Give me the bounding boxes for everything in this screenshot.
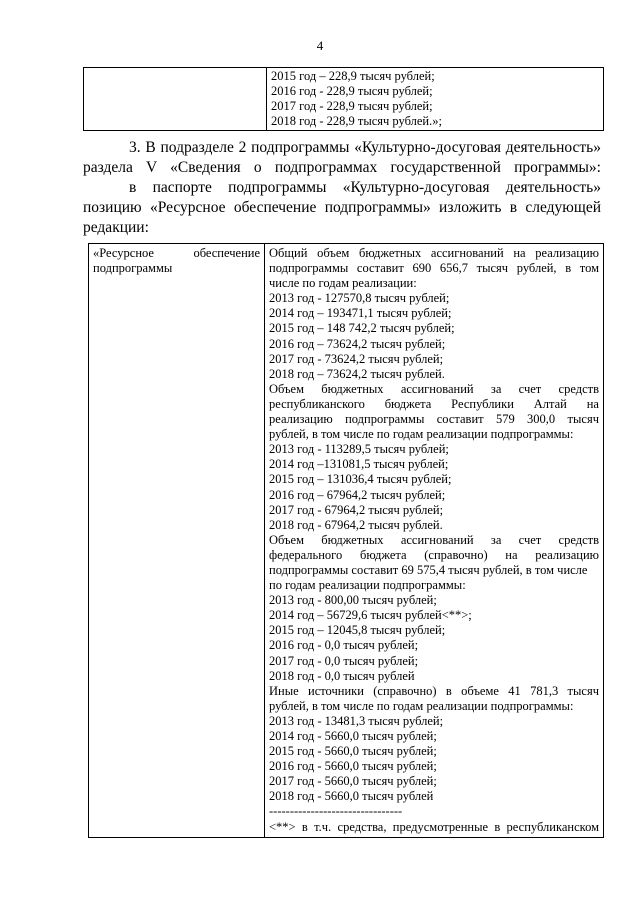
content-line: 2015 год – 131036,4 тысяч рублей; xyxy=(269,472,452,487)
content-line: Объем бюджетных ассигнований за счет средств xyxy=(269,532,599,547)
content-line: 2013 год - 13481,3 тысяч рублей; xyxy=(269,713,444,728)
content-line: 2014 год - 5660,0 тысяч рублей; xyxy=(269,729,437,743)
content-line: 2014 год – 193471,1 тысяч рублей; xyxy=(269,306,452,321)
funding-years-cell xyxy=(267,68,604,131)
content-line: 2016 год – 67964,2 тысяч рублей; xyxy=(269,487,446,502)
content-line: 2018 год - 67964,2 тысяч рублей. xyxy=(269,517,443,532)
footnote-line: <**> в т.ч. средства, предусмотренные в республиканском xyxy=(269,819,599,834)
content-line: 2015 год – 148 742,2 тысяч рублей; xyxy=(269,321,455,336)
paragraph-line: в паспорте подпрограммы «Культурно-досуговая деятельность» xyxy=(129,179,601,196)
content-line: 2017 год - 0,0 тысяч рублей; xyxy=(269,653,419,668)
funding-line: 2017 год - 228,9 тысяч рублей; xyxy=(271,99,433,114)
resource-provision-table xyxy=(88,243,604,838)
content-line: числе по годам реализации: xyxy=(269,276,417,291)
content-line: реализацию подпрограммы составит 579 300,0 тысяч xyxy=(269,412,599,427)
content-line: 2013 год - 800,00 тысяч рублей; xyxy=(269,593,437,608)
paragraph-line: позицию «Ресурсное обеспечение подпрограммы» изложить в следующей xyxy=(83,199,601,216)
page-number: 4 xyxy=(316,38,324,53)
content-line: 2017 год - 73624,2 тысяч рублей; xyxy=(269,351,444,366)
paragraph-line: редакции: xyxy=(83,219,149,236)
funding-line: 2016 год - 228,9 тысяч рублей; xyxy=(271,84,433,99)
content-line: рублей, в том числе по годам реализации подпрограммы: xyxy=(269,427,574,442)
content-line: Иные источники (справочно) в объеме 41 781,3 тысяч xyxy=(269,683,599,698)
content-line: 2018 год - 5660,0 тысяч рублей xyxy=(269,789,434,804)
content-line: 2013 год - 113289,5 тысяч рублей; xyxy=(269,442,449,457)
content-line: республиканского бюджета Республики Алтай на xyxy=(269,396,599,411)
position-label: «Ресурсное обеспечение xyxy=(93,246,260,260)
content-line: 2016 год – 73624,2 тысяч рублей; xyxy=(269,336,446,351)
content-line: 2017 год - 67964,2 тысяч рублей; xyxy=(269,502,444,517)
content-line: 2014 год –131081,5 тысяч рублей; xyxy=(269,457,449,472)
content-line: подпрограммы составит 690 656,7 тысяч рублей, в том xyxy=(269,261,599,276)
footnote-separator: -------------------------------- xyxy=(269,804,403,819)
content-line: 2018 год - 0,0 тысяч рублей xyxy=(269,668,415,683)
content-line: 2014 год – 56729,6 тысяч рублей<**>; xyxy=(269,608,472,623)
previous-table-continuation xyxy=(83,67,604,131)
content-line: по годам реализации подпрограммы: xyxy=(269,578,466,593)
content-line: рублей, в том числе по годам реализации подпрограммы: xyxy=(269,698,574,713)
position-content-cell xyxy=(265,244,604,838)
content-line: 2016 год - 5660,0 тысяч рублей; xyxy=(269,759,437,774)
position-label-cell xyxy=(89,244,265,838)
position-label: подпрограммы xyxy=(93,261,173,276)
amendment-paragraph xyxy=(83,138,601,238)
content-line: подпрограммы составит 69 575,4 тысяч рублей, в том числе xyxy=(269,562,588,577)
paragraph-line: 3. В подразделе 2 подпрограммы «Культурно-досуговая деятельность» xyxy=(129,139,601,156)
content-line: 2016 год - 0,0 тысяч рублей; xyxy=(269,638,419,653)
content-line: 2015 год - 5660,0 тысяч рублей; xyxy=(269,744,437,759)
funding-line: 2018 год - 228,9 тысяч рублей.»; xyxy=(271,114,442,129)
content-line: 2017 год - 5660,0 тысяч рублей; xyxy=(269,774,437,789)
content-line: Общий объем бюджетных ассигнований на реализацию xyxy=(269,246,599,260)
content-line: Объем бюджетных ассигнований за счет средств xyxy=(269,381,599,396)
empty-cell xyxy=(84,68,267,131)
funding-line: 2015 год – 228,9 тысяч рублей; xyxy=(271,69,435,83)
content-line: 2015 год – 12045,8 тысяч рублей; xyxy=(269,623,446,638)
content-line: федерального бюджета (справочно) на реализацию xyxy=(269,547,599,562)
content-line: 2013 год - 127570,8 тысяч рублей; xyxy=(269,291,450,306)
paragraph-line: раздела V «Сведения о подпрограммах государственной программы»: xyxy=(83,159,601,176)
content-line: 2018 год – 73624,2 тысяч рублей. xyxy=(269,366,445,381)
